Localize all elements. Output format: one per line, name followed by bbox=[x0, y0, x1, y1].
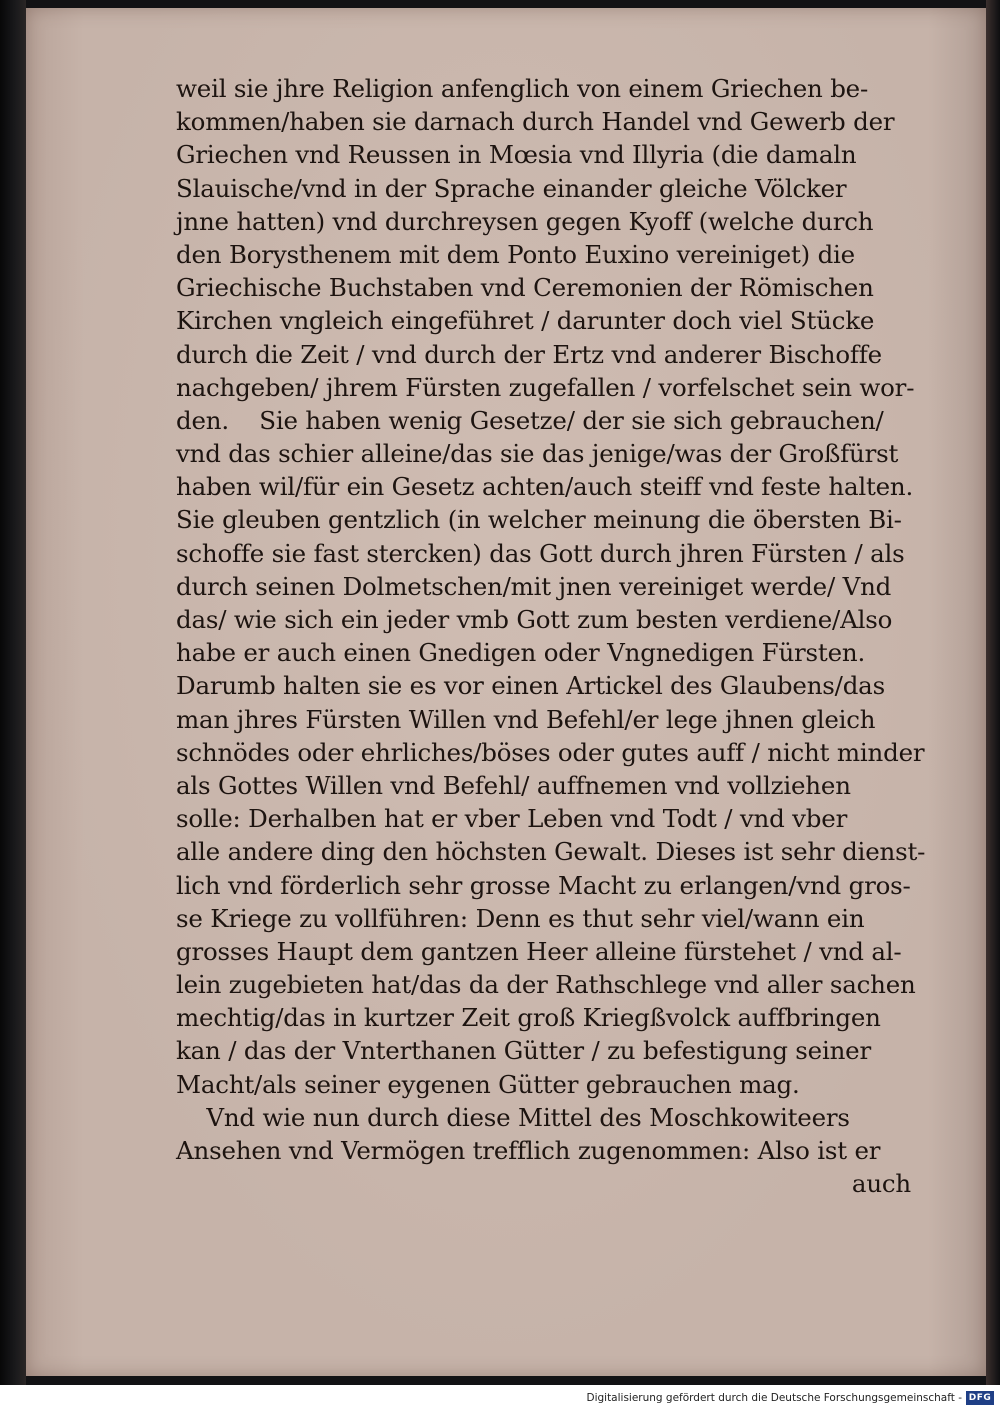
text-line: vnd das schier alleine/das sie das jenige/was der Großfürst bbox=[176, 439, 899, 469]
text-line: Vnd wie nun durch diese Mittel des Moschkowiteers bbox=[176, 1102, 850, 1132]
page-edge-right bbox=[986, 0, 1000, 1385]
page-text bbox=[176, 72, 966, 1200]
text-line: lein zugebieten hat/das da der Rathschlege vnd aller sachen bbox=[176, 970, 916, 1000]
text-line: als Gottes Willen vnd Befehl/ auffnemen vnd vollziehen bbox=[176, 770, 851, 800]
text-line: man jhres Fürsten Willen vnd Befehl/er lege jhnen gleich bbox=[176, 704, 876, 734]
text-line: schnödes oder ehrliches/böses oder gutes auff / nicht minder bbox=[176, 737, 925, 767]
text-line: weil sie jhre Religion anfenglich von einem Griechen be- bbox=[176, 74, 869, 103]
text-line: Ansehen vnd Vermögen trefflich zugenommen: Also ist er bbox=[176, 1136, 881, 1165]
text-line: kommen/haben sie darnach durch Handel vnd Gewerb der bbox=[176, 107, 895, 137]
text-line: lich vnd förderlich sehr grosse Macht zu erlangen/vnd gros- bbox=[176, 870, 911, 900]
text-line: das/ wie sich ein jeder vmb Gott zum besten verdiene/Also bbox=[176, 605, 893, 634]
text-line: Darumb halten sie es vor einen Artickel des Glaubens/das bbox=[176, 671, 885, 701]
dfg-logo: DFG bbox=[966, 1391, 994, 1405]
text-line: den. Sie haben wenig Gesetze/ der sie sich gebrauchen/ bbox=[176, 405, 884, 435]
text-line: mechtig/das in kurtzer Zeit groß Kriegßvolck auffbringen bbox=[176, 1003, 881, 1033]
text-line: grosses Haupt dem gantzen Heer alleine fürstehet / vnd al- bbox=[176, 936, 902, 966]
page-edge-left bbox=[0, 0, 26, 1385]
text-line: alle andere ding den höchsten Gewalt. Dieses ist sehr dienst- bbox=[176, 837, 926, 867]
text-line: nachgeben/ jhrem Fürsten zugefallen / vorfelschet sein wor- bbox=[176, 372, 915, 402]
funding-credit: Digitalisierung gefördert durch die Deutsche Forschungsgemeinschaft - bbox=[586, 1392, 962, 1404]
text-line: se Kriege zu vollführen: Denn es thut sehr viel/wann ein bbox=[176, 903, 865, 933]
text-line: Slauische/vnd in der Sprache einander gleiche Völcker bbox=[176, 173, 847, 203]
text-line: den Borysthenem mit dem Ponto Euxino vereiniget) die bbox=[176, 239, 855, 269]
text-line: habe er auch einen Gnedigen oder Vngnedigen Fürsten. bbox=[176, 638, 866, 668]
text-line: Sie gleuben gentzlich (in welcher meinung die öbersten Bi- bbox=[176, 505, 902, 535]
text-line: haben wil/für ein Gesetz achten/auch steiff vnd feste halten. bbox=[176, 472, 914, 502]
text-line: Griechen vnd Reussen in Mœsia vnd Illyria (die damaln bbox=[176, 140, 857, 170]
text-line: durch die Zeit / vnd durch der Ertz vnd anderer Bischoffe bbox=[176, 339, 882, 369]
footer-bar bbox=[0, 1385, 1000, 1414]
text-line: Griechische Buchstaben vnd Ceremonien der Römischen bbox=[176, 273, 874, 303]
text-line: schoffe sie fast stercken) das Gott durch jhren Fürsten / als bbox=[176, 538, 905, 568]
text-line: solle: Derhalben hat er vber Leben vnd Todt / vnd vber bbox=[176, 804, 848, 834]
text-line: jnne hatten) vnd durchreysen gegen Kyoff (welche durch bbox=[176, 206, 874, 236]
text-line: durch seinen Dolmetschen/mit jnen vereiniget werde/ Vnd bbox=[176, 571, 892, 601]
catchword: auch bbox=[851, 1169, 911, 1199]
text-line: Kirchen vngleich eingeführet / darunter doch viel Stücke bbox=[176, 306, 875, 336]
text-line: Macht/als seiner eygenen Gütter gebrauchen mag. bbox=[176, 1069, 800, 1099]
text-line: kan / das der Vnterthanen Gütter / zu befestigung seiner bbox=[176, 1036, 871, 1066]
